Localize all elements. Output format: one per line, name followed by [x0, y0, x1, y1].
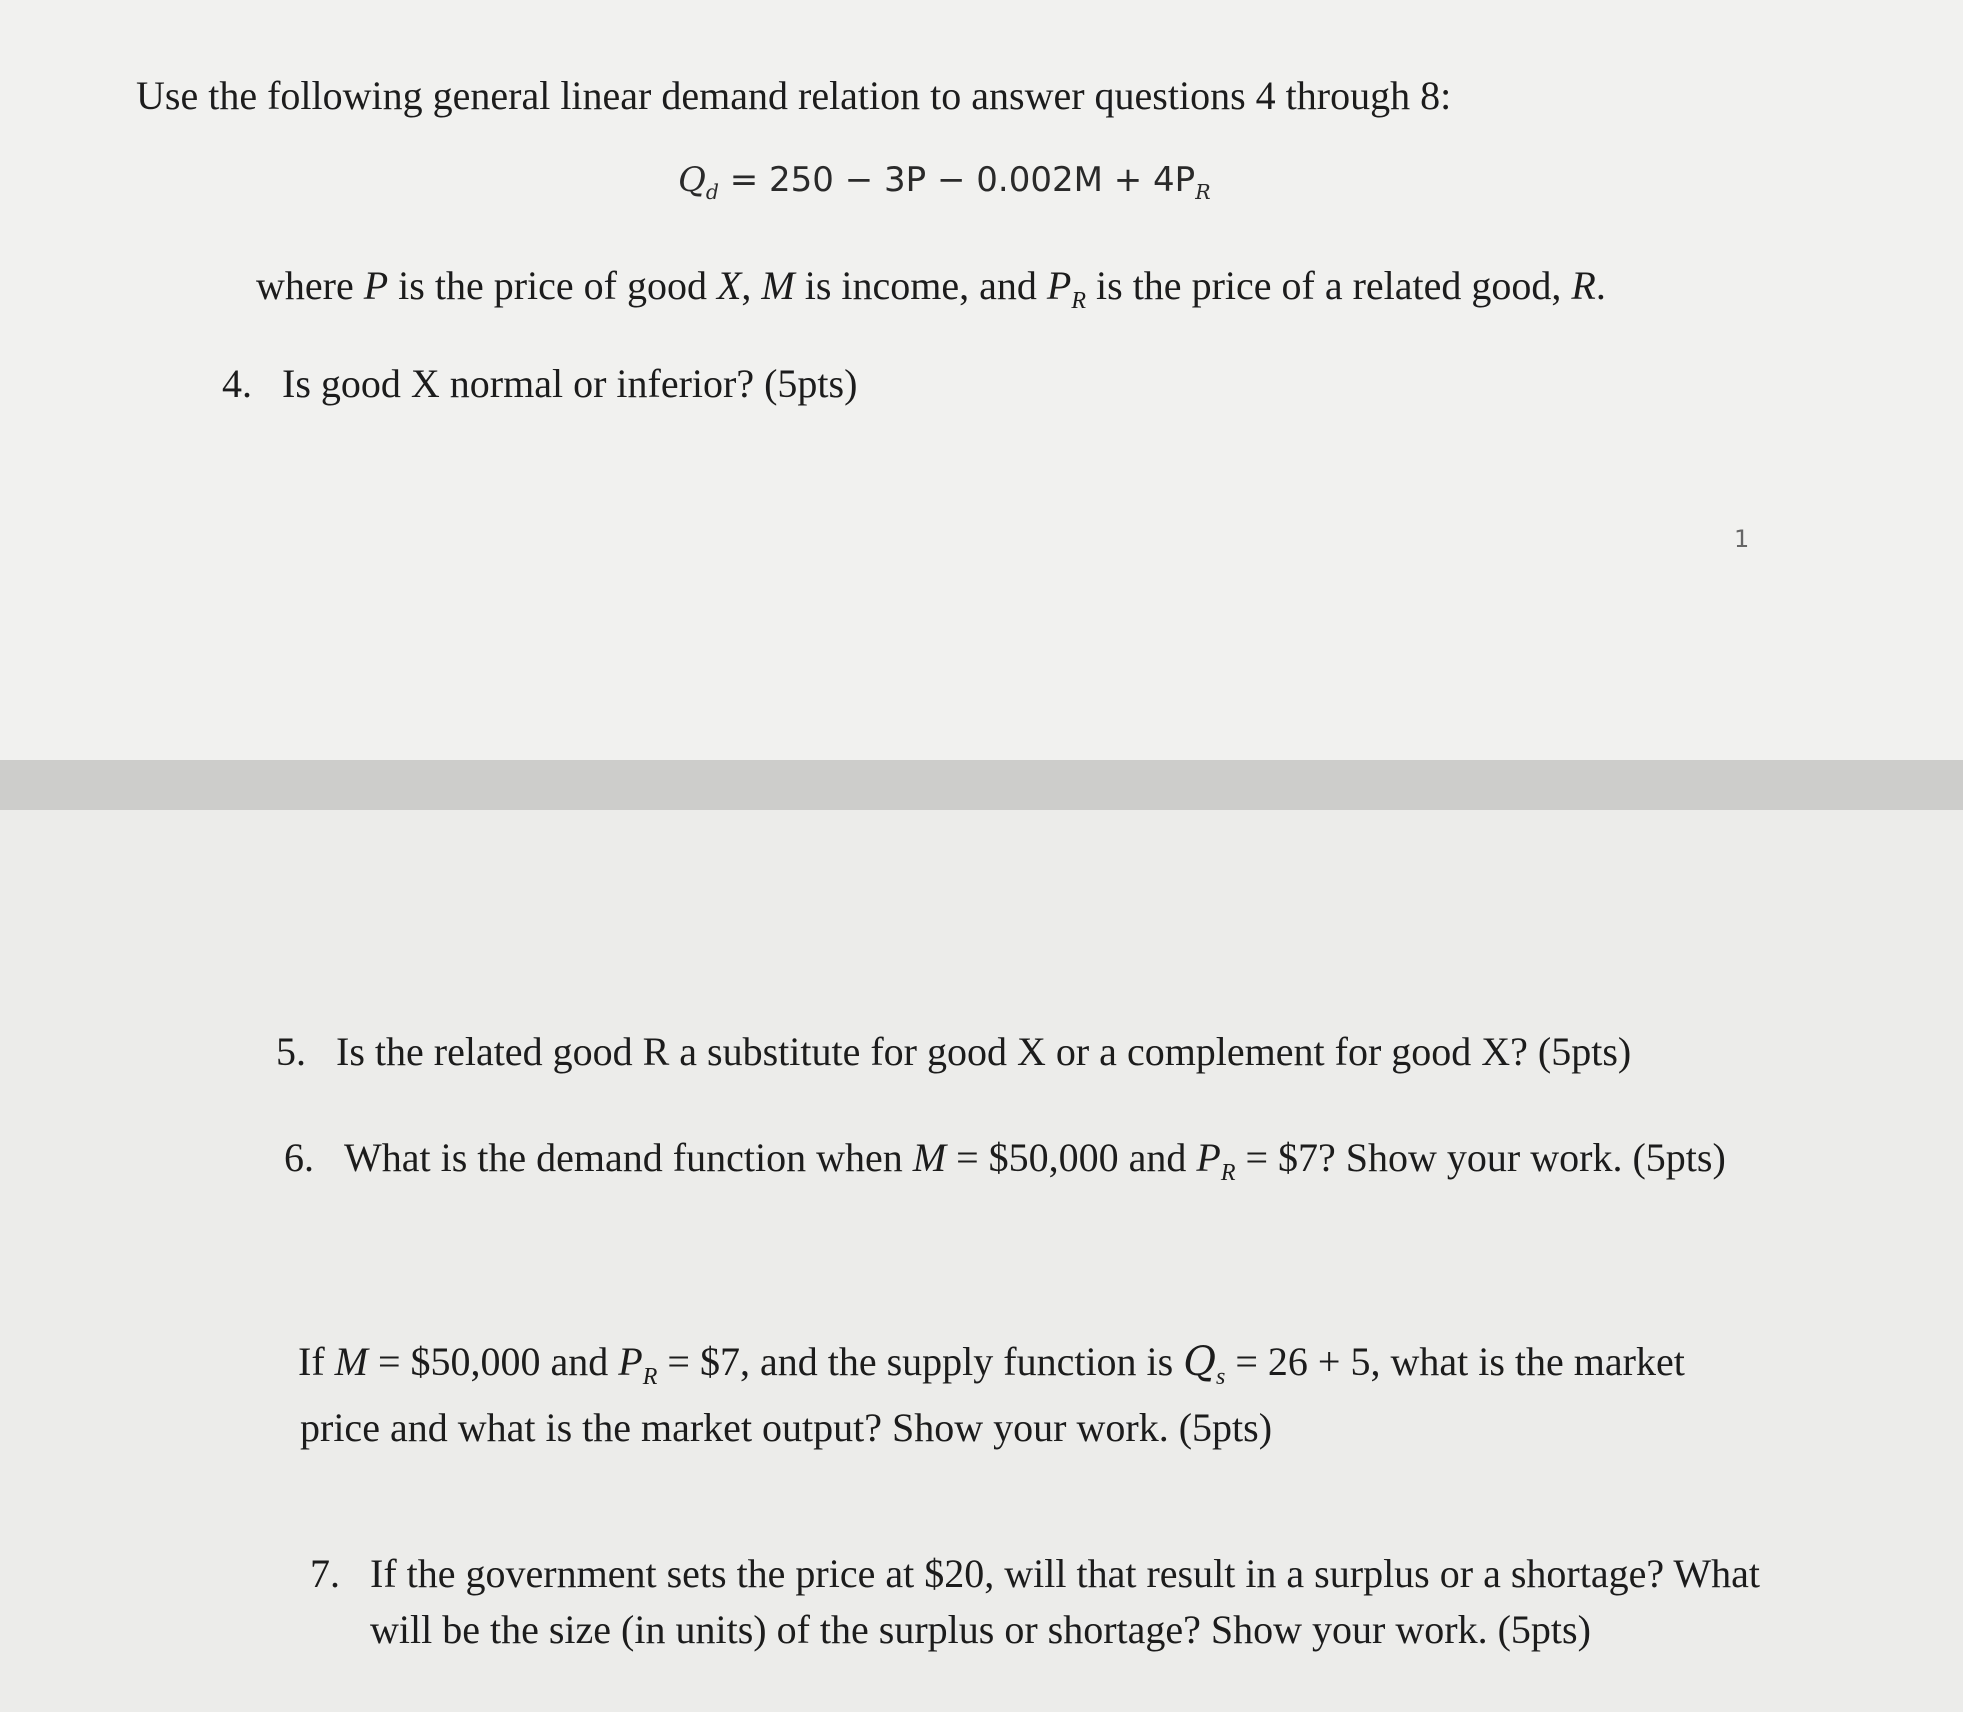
demand-equation: $Q_d = 250 - 3P - 0.002M + 4P_R$: [678, 160, 1211, 204]
supply-question-line-2: price and what is the market output? Show your work. (5pts): [300, 1405, 1273, 1450]
question-7: 7. If the government sets the price at $20, will that result in a surplus or a shortage? What: [310, 1551, 1760, 1596]
question-5: 5. Is the related good R a substitute for good X or a complement for good X? (5pts): [276, 1029, 1632, 1074]
page-number: 1: [1734, 525, 1750, 553]
variable-definitions: where P is the price of good X, M is income, and $P_R$ is the price of a related good, R.: [256, 263, 1606, 314]
question-7-line-2: will be the size (in units) of the surplus or shortage? Show your work. (5pts): [370, 1607, 1591, 1652]
page-separator: [0, 760, 1963, 810]
question-4: 4. Is good X normal or inferior? (5pts): [222, 361, 858, 406]
question-6: 6. What is the demand function when M = $50,000 and $P_R$ = $7? Show your work. (5pts): [284, 1135, 1726, 1186]
intro-text: Use the following general linear demand relation to answer questions 4 through 8:: [136, 73, 1452, 118]
supply-question-line-1: If M = $50,000 and $P_R$ = $7, and the supply function is $Q_s = 26 + 5$, what is the market: [298, 1339, 1685, 1390]
